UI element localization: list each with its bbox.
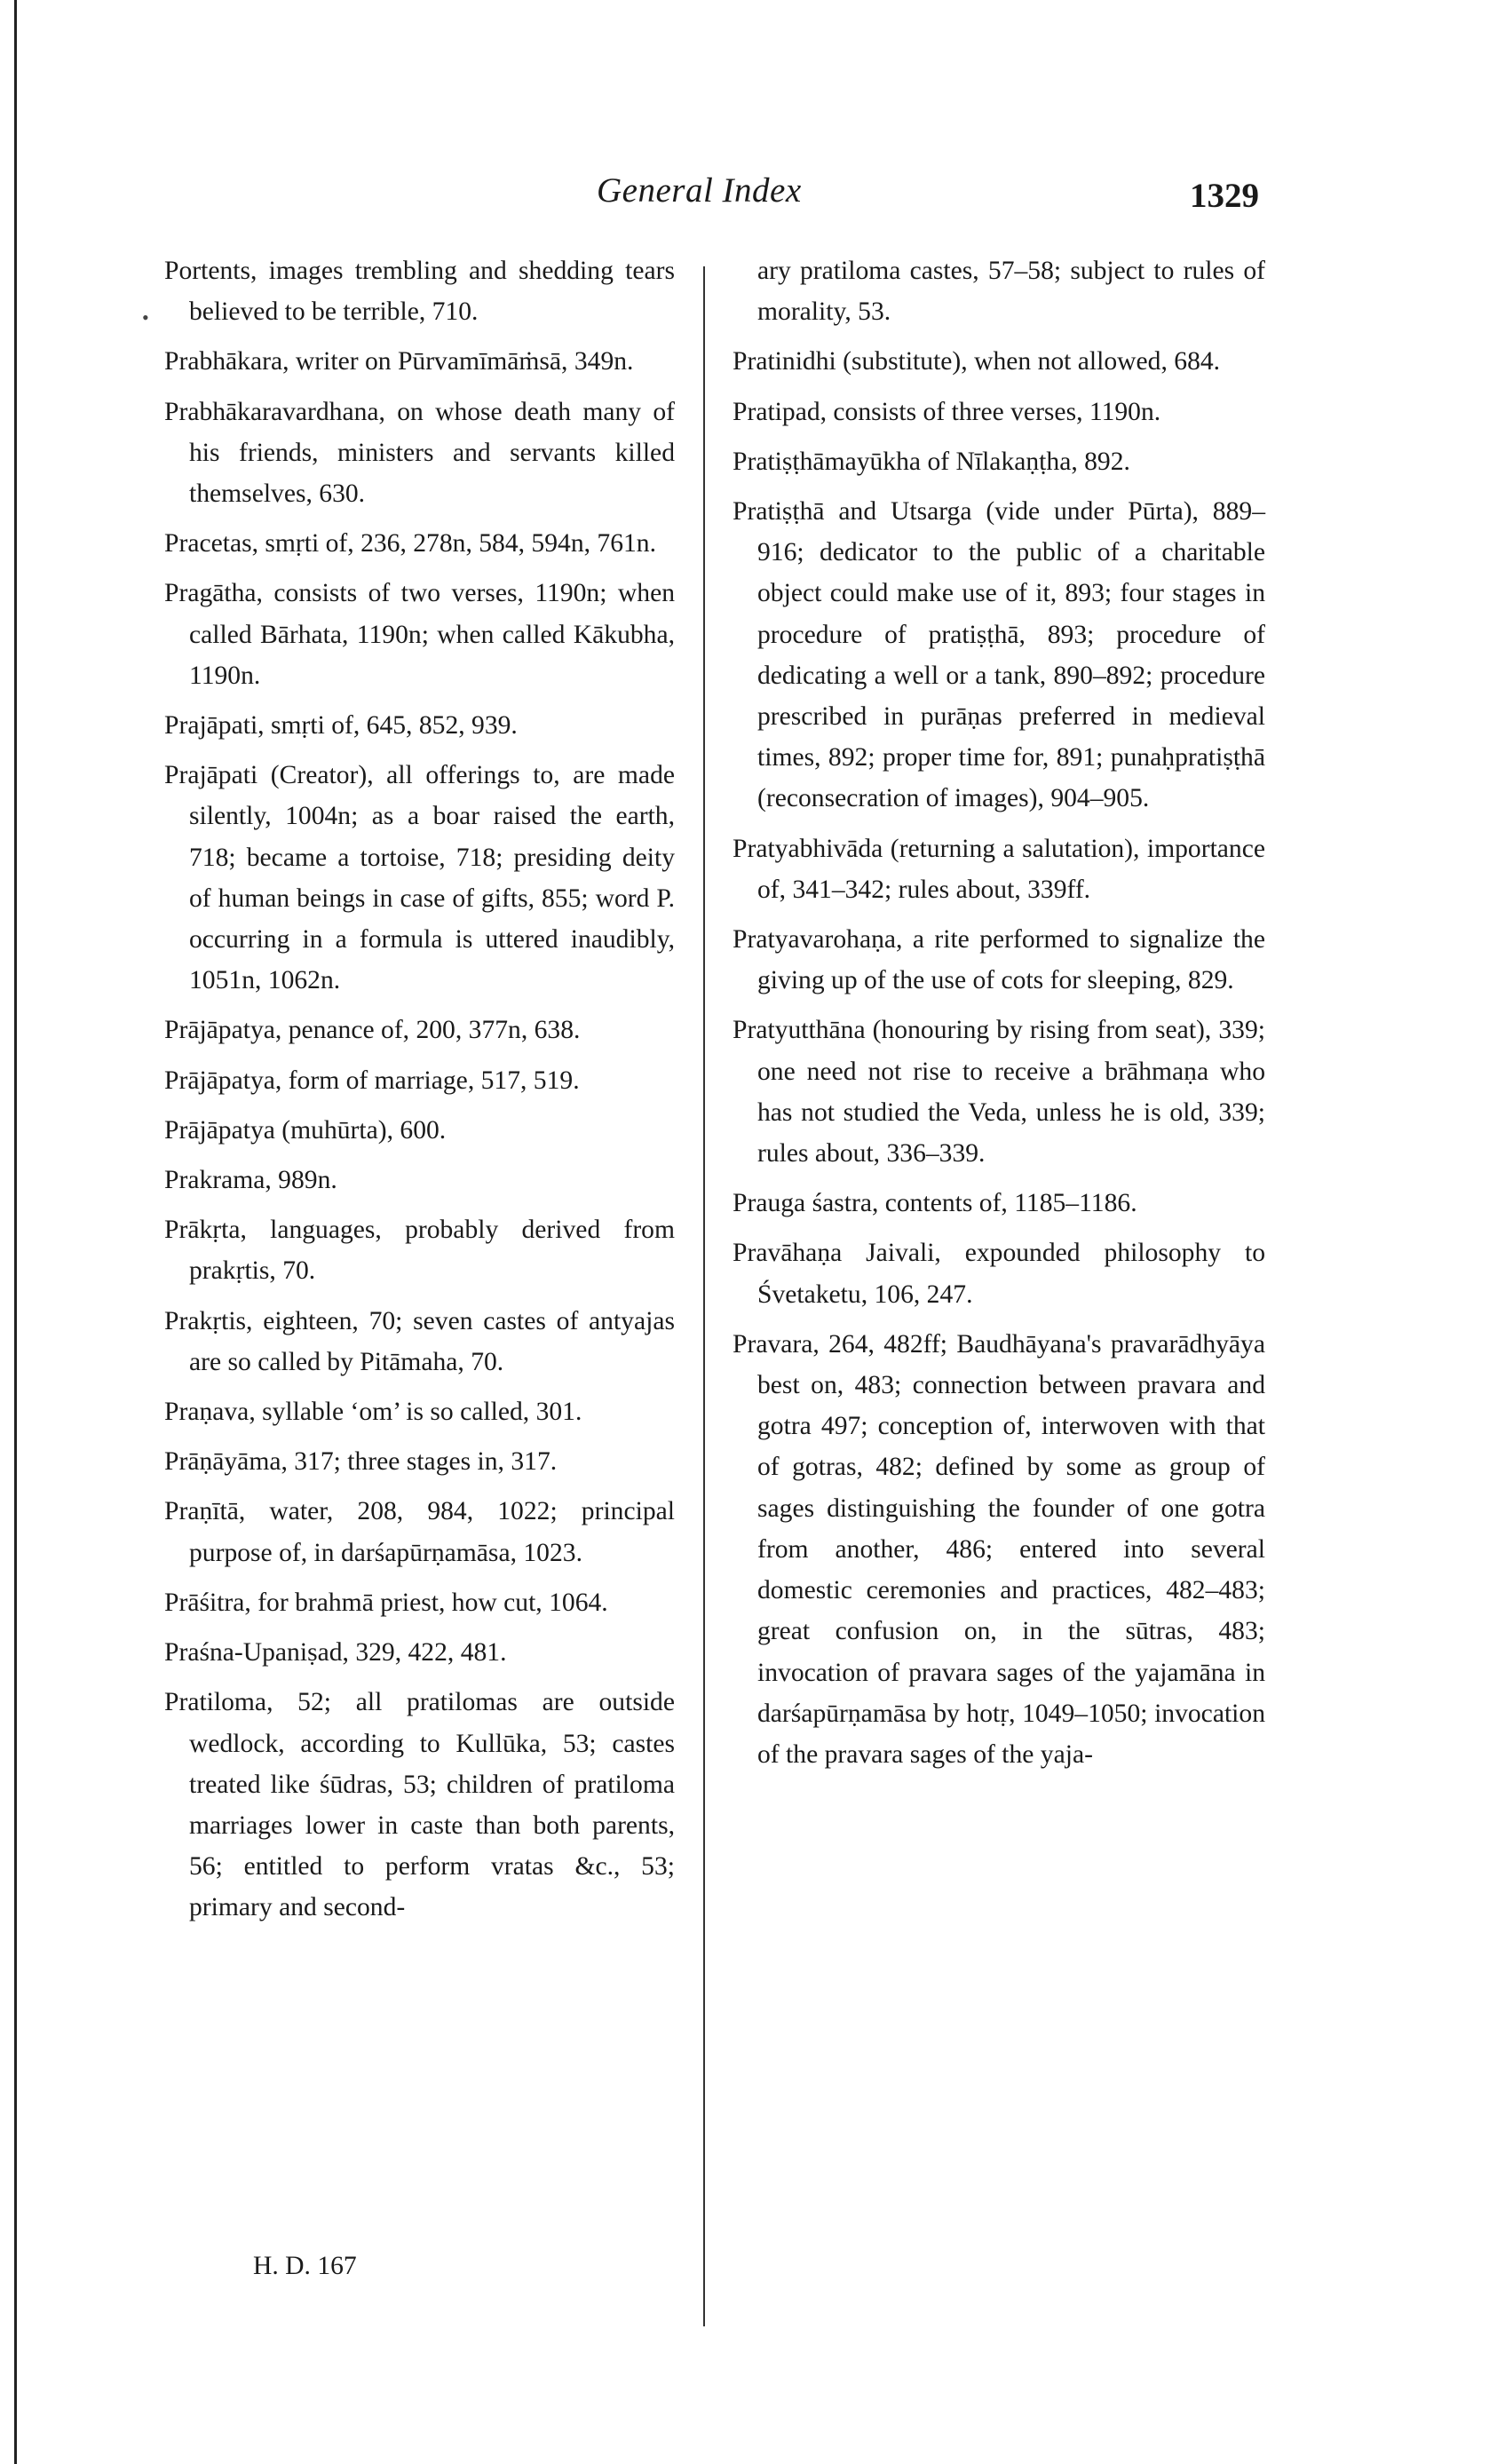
index-entry: Pragātha, consists of two verses, 1190n; when called Bārhata, 1190n; when called Kākubha, 1190n.	[164, 579, 675, 690]
left-column	[164, 250, 675, 1937]
page-edge-rule	[14, 0, 17, 2464]
running-head	[0, 170, 1489, 233]
index-entry: Prajāpati, smṛti of, 645, 852, 939.	[164, 711, 518, 741]
index-entry: Prājāpatya, form of marriage, 517, 519.	[164, 1066, 580, 1095]
index-entry: Prāṇāyāma, 317; three stages in, 317.	[164, 1447, 558, 1477]
column-divider	[703, 266, 705, 2326]
index-entry: Pravara, 264, 482ff; Baudhāyana's pravarādhyāya best on, 483; connection between pravara and gotra 497; conception of, interwoven with that of gotras, 482; defined by some as group of sages distinguishing the founder of one gotra from another, 486; entered into several domestic ceremonies and practices, 482–483; great confusion on, in the sūtras, 483; invocation of pravara sages of the yajamāna in darśapūrṇamāsa by hotṛ, 1049–1050; invocation of the pravara sages of the yaja-	[733, 1329, 1265, 1769]
index-entry: Praṇava, syllable ‘om’ is so called, 301.	[164, 1398, 582, 1427]
index-entry: Prākṛta, languages, probably derived from prakṛtis, 70.	[164, 1216, 675, 1286]
index-entry: Pracetas, smṛti of, 236, 278n, 584, 594n, 761n.	[164, 529, 657, 559]
page-number: 1329	[1190, 177, 1259, 215]
index-entry: Pratipad, consists of three verses, 1190n.	[733, 397, 1161, 426]
index-entry: Portents, images trembling and shedding tears believed to be terrible, 710.	[164, 257, 675, 327]
index-entry: Prakrama, 989n.	[164, 1166, 337, 1195]
index-entry: Prāśitra, for brahmā priest, how cut, 1064.	[164, 1588, 608, 1617]
index-entry: Praśna-Upaniṣad, 329, 422, 481.	[164, 1638, 507, 1668]
index-entry: Pravāhaṇa Jaivali, expounded philosophy to Śvetaketu, 106, 247.	[733, 1239, 1265, 1309]
index-entry: Pratinidhi (substitute), when not allowed, 684.	[733, 347, 1221, 376]
index-entry: Prabhākara, writer on Pūrvamīmāṁsā, 349n.	[164, 347, 634, 376]
right-column	[733, 250, 1265, 1784]
index-entry: Prajāpati (Creator), all offerings to, are made silently, 1004n; as a boar raised the earth, 718; became a tortoise, 718; presiding deity of human beings in case of gifts, 855; word P. occurring in a formula is uttered inaudibly, 1051n, 1062n.	[164, 761, 675, 995]
index-entry: Pratiṣṭhā and Utsarga (vide under Pūrta), 889–916; dedicator to the public of a charitable object could make use of it, 893; four stages in procedure of pratiṣṭhā, 893; procedure of dedicating a well or a tank, 890–892; procedure prescribed in purāṇas preferred in medieval times, 892; proper time for, 891; punaḥpratiṣṭhā (reconsecration of images), 904–905.	[733, 497, 1265, 813]
index-entry: Pratyavarohaṇa, a rite performed to signalize the giving up of the use of cots for sleeping, 829.	[733, 925, 1265, 995]
index-entry: Praṇītā, water, 208, 984, 1022; principal purpose of, in darśapūrṇamāsa, 1023.	[164, 1497, 675, 1567]
index-entry: Pratiloma, 52; all pratilomas are outside wedlock, according to Kullūka, 53; castes treated like śūdras, 53; children of pratiloma marriages lower in caste than both parents, 56; entitled to perform vratas &c., 53; primary and second-	[164, 1688, 675, 1922]
index-entry: Pratyabhivāda (returning a salutation), importance of, 341–342; rules about, 339ff.	[733, 834, 1265, 904]
index-entry: Prājāpatya (muhūrta), 600.	[164, 1115, 447, 1145]
index-entry: Prājāpatya, penance of, 200, 377n, 638.	[164, 1016, 581, 1045]
index-entry: Prakṛtis, eighteen, 70; seven castes of antyajas are so called by Pitāmaha, 70.	[164, 1306, 675, 1376]
index-entry: Prabhākaravardhana, on whose death many of his friends, ministers and servants killed themselves, 630.	[164, 397, 675, 509]
index-entry: Prauga śastra, contents of, 1185–1186.	[733, 1189, 1137, 1218]
running-title: General Index	[597, 171, 802, 210]
index-entry-continuation: ary pratiloma castes, 57–58; subject to rules of morality, 53.	[757, 257, 1265, 327]
index-entry: Pratiṣṭhāmayūkha of Nīlakaṇṭha, 892.	[733, 447, 1130, 476]
index-entry: Pratyutthāna (honouring by rising from seat), 339; one need not rise to receive a brāhmaṇa who has not studied the Veda, unless he is old, 339; rules about, 336–339.	[733, 1016, 1265, 1169]
printer-signature: H. D. 167	[253, 2252, 357, 2280]
margin-dot: •	[142, 306, 149, 329]
